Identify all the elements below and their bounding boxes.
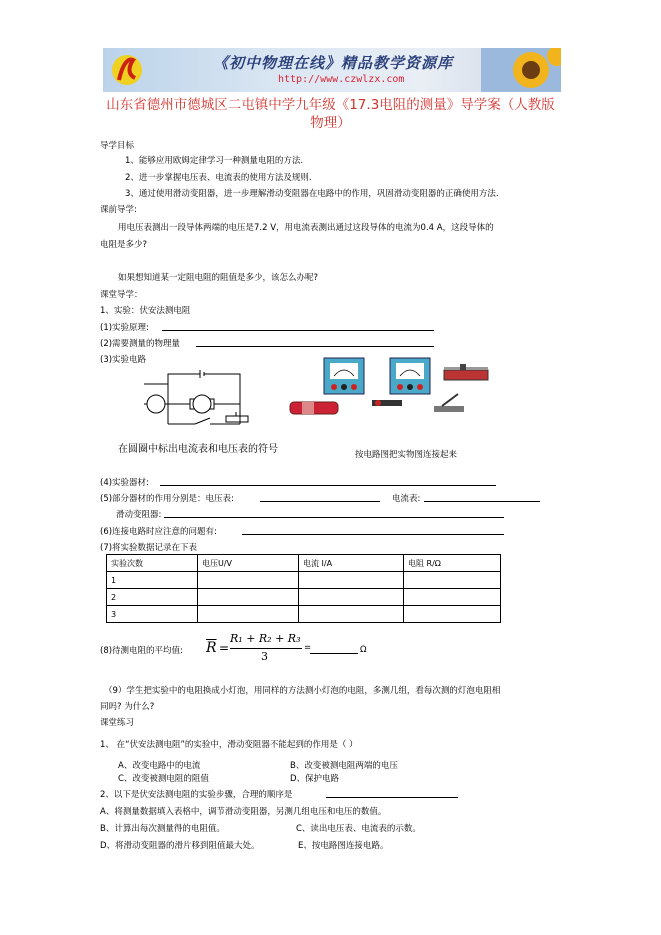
table-header: 电流 I/A [299, 555, 404, 572]
resistor-icon [372, 400, 402, 406]
battery-icon [290, 402, 338, 414]
notes-label: (6)连接电路时应注意的问题有: [100, 527, 217, 537]
quantities-label: (2)需要测量的物理量 [100, 339, 181, 349]
table-header-row [107, 555, 501, 572]
table-cell[interactable] [198, 589, 299, 606]
equipment-blank[interactable] [160, 485, 496, 486]
record-label: (7)将实验数据记录在下表 [100, 543, 198, 553]
table-cell[interactable] [299, 606, 404, 623]
q2-step-a: A、将测量数据填入表格中，调节滑动变阻器，另测几组电压和电压的数值。 [100, 807, 387, 817]
table-cell[interactable] [299, 589, 404, 606]
table-cell: 1 [107, 572, 198, 589]
data-table [106, 554, 501, 623]
table-row [107, 606, 501, 623]
table-cell[interactable] [198, 606, 299, 623]
site-logo-icon [109, 52, 145, 88]
q1-option-d[interactable]: D、保护电路 [290, 774, 340, 784]
formula-lhs: $\overline{R}$ [206, 640, 217, 656]
q2-step-d: D、将滑动变阻器的滑片移到阻值最大处。 [100, 841, 260, 851]
experiment-heading: 1、实验：伏安法测电阻 [100, 306, 191, 316]
circuit-diagram [140, 370, 256, 432]
header-banner [103, 48, 561, 92]
lamp-question-line2: 同吗? 为什么? [100, 702, 155, 712]
principle-blank[interactable] [162, 330, 434, 331]
voltmeter-icon [324, 358, 364, 394]
lamp-question-line1: （9）学生把实验中的电阻换成小灯泡，用同样的方法测小灯泡的电阻，多测几组，看每次测的灯泡电阻相 [104, 686, 501, 696]
table-cell[interactable] [299, 572, 404, 589]
formula-numerator: R₁ + R₂ + R₃ [230, 632, 301, 645]
switch-icon [434, 394, 464, 412]
goal-2: 2、进一步掌握电压表、电流表的使用方法及规则. [125, 173, 312, 183]
rheostat-role-label: 滑动变阻器: [116, 510, 162, 520]
goal-3: 3、通过使用滑动变阻器，进一步理解滑动变阻器在电路中的作用，巩固滑动变阻器的正确使用方法. [125, 189, 499, 199]
quantities-blank[interactable] [196, 346, 434, 347]
goal-1: 1、能够应用欧姆定律学习一种测量电阻的方法. [125, 156, 304, 166]
table-cell: 2 [107, 589, 198, 606]
site-url: http://www.czwlzx.com [278, 74, 405, 85]
table-cell[interactable] [404, 589, 501, 606]
preview-heading: 课前导学: [100, 205, 137, 215]
practice-heading: 课堂练习 [100, 718, 135, 728]
ammeter-icon [390, 358, 430, 394]
table-header: 电压U/V [198, 555, 299, 572]
average-unit: Ω [360, 645, 367, 655]
equipment-label: (4)实验器材: [100, 478, 149, 488]
q1-option-a[interactable]: A、改变电路中的电流 [118, 761, 201, 771]
q2-answer-blank[interactable] [326, 797, 458, 798]
sunflower-icon [481, 48, 561, 92]
preview-question-2: 如果想知道某一定阻电阻的阻值是多少，该怎么办呢? [118, 273, 319, 283]
rheostat-role-blank[interactable] [164, 517, 504, 518]
formula-denominator: 3 [261, 650, 268, 663]
table-cell[interactable] [198, 572, 299, 589]
roles-label: (5)部分器材的作用分别是：电压表: [100, 494, 234, 504]
ammeter-role-label: 电流表: [392, 494, 421, 504]
circuit-label: (3)实验电路 [100, 355, 147, 365]
voltmeter-role-blank[interactable] [260, 501, 380, 502]
q2-step-e: E、按电路图连接电路。 [298, 841, 389, 851]
table-header: 实验次数 [107, 555, 198, 572]
table-cell: 3 [107, 606, 198, 623]
q2-step-b: B、计算出每次测量得的电阻值。 [100, 824, 225, 834]
preview-question-line1: 用电压表测出一段导体两端的电压是7.2 V，用电流表测出通过这段导体的电流为0.4 A，这段导体的 [118, 223, 494, 233]
q2-step-c: C、读出电压表、电流表的示数。 [296, 824, 421, 834]
class-heading: 课堂导学： [100, 290, 143, 300]
caption-symbols: 在圆圈中标出电流表和电压表的符号 [118, 444, 278, 455]
principle-label: (1)实验原理: [100, 323, 149, 333]
table-row [107, 572, 501, 589]
meter-circle-left [147, 395, 165, 413]
document-title: 山东省德州市德城区二屯镇中学九年级《17.3电阻的测量》导学案（人教版物理） [106, 97, 555, 131]
table-cell[interactable] [404, 572, 501, 589]
rheostat-icon [444, 364, 488, 380]
fraction-bar [230, 648, 302, 649]
site-name: 《初中物理在线》精品教学资源库 [213, 54, 454, 72]
average-blank[interactable] [310, 653, 358, 654]
q1-option-c[interactable]: C、改变被测电阻的阻值 [118, 774, 209, 784]
question-2: 2、以下是伏安法测电阻的实验步骤，合理的顺序是 [100, 790, 293, 800]
average-label: (8)待测电阻的平均值: [100, 646, 183, 656]
meter-circle-right [193, 395, 211, 413]
preview-question-line2: 电阻是多少? [100, 240, 148, 250]
question-1: 1、 在“伏安法测电阻”的实验中，滑动变阻器不能起到的作用是（ ） [100, 740, 358, 750]
table-row [107, 589, 501, 606]
formula-equals-1: = [219, 641, 230, 655]
table-header: 电阻 R/Ω [404, 555, 501, 572]
formula-equals-2: = [304, 643, 312, 653]
table-cell[interactable] [404, 606, 501, 623]
caption-connect: 按电路图把实物图连接起来 [355, 450, 458, 460]
goals-heading: 导学目标 [100, 141, 135, 151]
q1-option-b[interactable]: B、改变被测电阻两端的电压 [290, 761, 398, 771]
apparatus-illustration [284, 356, 492, 424]
notes-blank[interactable] [242, 534, 504, 535]
ammeter-role-blank[interactable] [424, 501, 540, 502]
